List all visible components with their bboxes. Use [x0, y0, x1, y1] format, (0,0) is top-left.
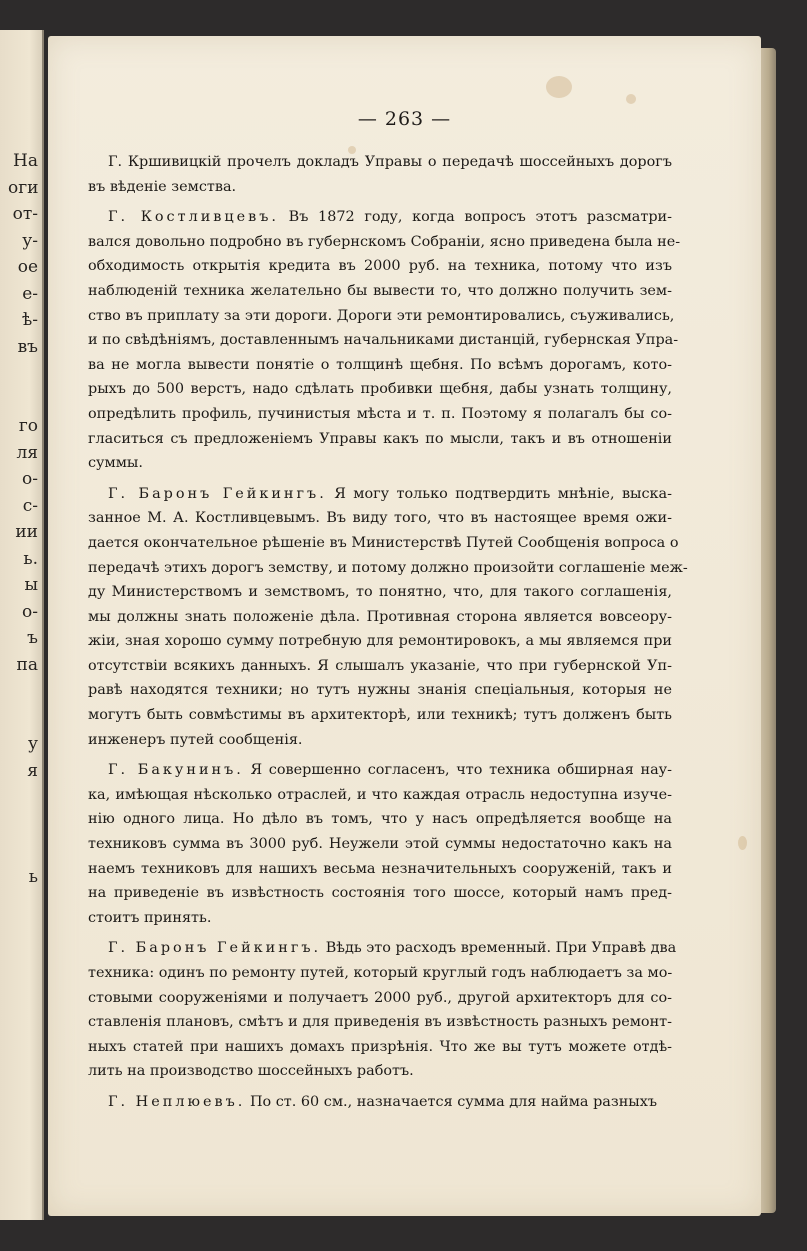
left-page-fragment: оги [8, 177, 39, 198]
text-line [88, 986, 672, 1011]
left-page-fragment [8, 1076, 38, 1103]
line-text: стовыми сооруженіями и получаетъ 2000 руб., другой архитекторъ для со- [88, 989, 672, 1006]
text-line [88, 175, 672, 200]
line-text: стоитъ принять. [88, 909, 212, 926]
line-text: вался довольно подробно въ губернскомъ Собраніи, ясно приведена была не- [88, 233, 681, 250]
text-line [88, 1010, 672, 1035]
line-text: гласиться съ предложеніемъ Управы какъ по мысли, такъ и въ отношеніи [88, 430, 672, 447]
line-text: на приведеніе въ извѣстность состоянія того шоссе, который намъ пред- [88, 885, 672, 902]
foxing-spot [626, 94, 636, 104]
left-page-fragment: я [27, 760, 38, 781]
left-page-fragment: ь [28, 866, 38, 887]
speaker-name: Г. Неплюевъ. [108, 1093, 246, 1110]
foxing-spot [546, 76, 572, 98]
left-page-fragment: е- [22, 283, 38, 304]
text-line [88, 580, 672, 605]
line-text: равѣ находятся техники; но тутъ нужны знанія спеціальныя, которыя не [88, 682, 672, 699]
left-page-fragment [8, 360, 38, 387]
line-text: жіи, зная хорошо сумму потребную для ремонтировокъ, а мы являемся при [88, 633, 672, 650]
text-line [88, 654, 672, 679]
line-text: могутъ быть совмѣстимы въ архитекторѣ, или техникѣ; тутъ долженъ быть [88, 707, 672, 724]
left-page-fragment: ии [15, 522, 38, 542]
speaker-name: Г. Баронъ Гейкингъ. [108, 940, 322, 957]
text-line [88, 1035, 672, 1060]
left-page-fragment: въ [17, 336, 38, 357]
foxing-spot [738, 836, 747, 850]
line-text: ныхъ статей при нашихъ домахъ призрѣнія. Что же вы тутъ можете отдѣ- [88, 1038, 672, 1055]
line-text: техниковъ сумма въ 3000 руб. Неужели этой суммы недостаточно какъ на [88, 836, 672, 853]
text-line [88, 205, 672, 230]
line-text: техника: одинъ по ремонту путей, который круглый годъ наблюдаетъ за мо- [88, 965, 673, 981]
line-text: суммы. [88, 455, 143, 472]
left-page-fragment: ъ [27, 628, 38, 648]
line-text: обходимость открытія кредита въ 2000 руб. на техника, потому что изъ [88, 258, 672, 275]
line-text: ка, имѣющая нѣсколько отраслей, и что каждая отрасль недоступна изуче- [88, 786, 672, 803]
line-text: отсутствіи всякихъ данныхъ. Я слышалъ указаніе, что при губернской Уп- [88, 657, 672, 674]
left-page-fragment [8, 784, 38, 811]
page-number: — 263 — [357, 108, 452, 130]
left-page-fragment: с- [22, 495, 38, 516]
previous-page-line-fragments [8, 148, 38, 1208]
left-page-fragment [8, 1049, 38, 1076]
line-text: опредѣлить профиль, пучинистыя мѣста и т. п. Поэтому я полагалъ бы со- [88, 405, 672, 422]
left-page-fragment [8, 1155, 38, 1182]
left-page-fragment: го [18, 416, 38, 436]
line-text: наемъ техниковъ для нашихъ весьма незначительныхъ сооруженій, такъ и [88, 860, 672, 877]
text-line [88, 807, 672, 832]
text-line [88, 728, 672, 753]
left-page-fragment [8, 705, 38, 732]
left-page-fragment: ы [24, 575, 38, 595]
line-text: ва не могла вывести понятіе о толщинѣ щебня. По всѣмъ дорогамъ, кото- [88, 356, 672, 373]
line-text: Г. Кршивицкій прочелъ докладъ Управы о передачѣ шоссейныхъ дорогъ [108, 154, 672, 170]
left-page-fragment [8, 996, 38, 1023]
text-line [88, 556, 688, 581]
line-text: и по свѣдѣніямъ, доставленнымъ начальниками дистанцій, губернская Упра- [88, 332, 679, 349]
text-line [88, 1090, 672, 1115]
left-page-fragment: о- [22, 469, 38, 489]
text-line [88, 936, 677, 961]
text-line [88, 230, 681, 255]
text-line [88, 402, 672, 427]
text-line [88, 451, 672, 476]
line-text: Я совершенно согласенъ, что техника обширная нау- [250, 762, 672, 779]
text-line [88, 629, 672, 654]
text-line [88, 857, 672, 882]
left-page-fragment: ля [16, 442, 38, 463]
line-text: нію одного лица. Но дѣло въ томъ, что у насъ опредѣляется вообще на [88, 811, 672, 828]
text-line [88, 304, 675, 329]
left-page-fragment [8, 970, 38, 997]
text-line [88, 678, 672, 703]
text-line [88, 482, 672, 507]
line-text: Вѣдь это расходъ временный. При Управѣ два [325, 940, 677, 957]
line-text: ство въ приплату за эти дороги. Дороги эти ремонтировались, съуживались, [88, 307, 675, 324]
line-text: лить на производство шоссейныхъ работъ. [88, 1063, 414, 1080]
line-text: Я могу только подтвердить мнѣніе, выска- [334, 485, 672, 502]
paragraph [88, 936, 677, 1084]
left-page-fragment [8, 387, 38, 414]
text-line [88, 783, 672, 808]
text-line [88, 377, 672, 402]
text-line [88, 506, 672, 531]
text-line [88, 328, 679, 353]
page-text [88, 150, 688, 1121]
line-text: ставленія плановъ, смѣтъ и для приведенія въ извѣстность разныхъ ремонт- [88, 1014, 672, 1031]
left-page-fragment: от- [12, 204, 38, 224]
line-text: передачѣ этихъ дорогъ земству, и потому должно произойти соглашеніе меж- [88, 559, 688, 576]
left-page-fragment [8, 890, 38, 917]
left-page-fragment: ое [17, 257, 38, 277]
text-line [88, 531, 679, 556]
speaker-name: Г. Костливцевъ. [108, 209, 280, 226]
speaker-name: Г. Баронъ Гейкингъ. [108, 485, 327, 502]
text-line [88, 279, 672, 304]
left-page-fragment [8, 811, 38, 838]
left-page-fragment [8, 1023, 38, 1050]
text-line [88, 150, 672, 175]
line-text: Въ 1872 году, когда вопросъ этотъ разсматри- [288, 209, 672, 226]
left-page-fragment [8, 917, 38, 944]
text-line [88, 881, 672, 906]
left-page-fragment [8, 837, 38, 864]
text-line [88, 906, 672, 931]
line-text: рыхъ до 500 верстъ, надо сдѣлать пробивки щебня, дабы узнать толщину, [88, 381, 672, 398]
paragraph [88, 150, 672, 199]
text-line [88, 758, 672, 783]
previous-page-edge [0, 30, 44, 1220]
line-text: наблюденій техника желательно бы вывести то, что должно получить зем- [88, 282, 672, 299]
text-line [88, 961, 672, 986]
left-page-fragment [8, 678, 38, 705]
line-text: По ст. 60 см., назначается сумма для найма разныхъ [249, 1093, 658, 1110]
text-line [88, 832, 672, 857]
text-line [88, 427, 672, 452]
line-text: въ вѣденіе земства. [88, 178, 237, 195]
left-page-fragment [8, 943, 38, 970]
line-text: инженеръ путей сообщенія. [88, 731, 303, 748]
left-page-fragment: ь. [23, 548, 38, 569]
text-line [88, 254, 672, 279]
left-page-fragment: у- [22, 230, 38, 251]
speaker-name: Г. Бакунинъ. [108, 762, 244, 779]
paragraph [88, 758, 672, 930]
paragraph [88, 205, 681, 476]
book-page [48, 36, 761, 1216]
left-page-fragment [8, 1102, 38, 1129]
text-line [88, 605, 672, 630]
paragraph [88, 1090, 672, 1115]
line-text: мы должны знать положеніе дѣла. Противная сторона является вовсеору- [88, 608, 672, 625]
text-line [88, 353, 672, 378]
line-text: дается окончательное рѣшеніе въ Министерствѣ Путей Сообщенія вопроса о [88, 534, 679, 551]
left-page-fragment: ѣ- [22, 310, 38, 330]
left-page-fragment: о- [22, 601, 38, 622]
left-page-fragment: па [16, 654, 38, 675]
line-text: ду Министерствомъ и земствомъ, то понятно, что, для такого соглашенія, [88, 584, 672, 601]
text-line [88, 1059, 672, 1084]
paragraph [88, 482, 688, 753]
left-page-fragment: На [13, 151, 38, 171]
left-page-fragment [8, 1182, 38, 1209]
line-text: занное М. А. Костливцевымъ. Въ виду того, что въ настоящее время ожи- [88, 510, 672, 527]
left-page-fragment [8, 1129, 38, 1156]
left-page-fragment: у [27, 734, 38, 754]
text-line [88, 703, 672, 728]
